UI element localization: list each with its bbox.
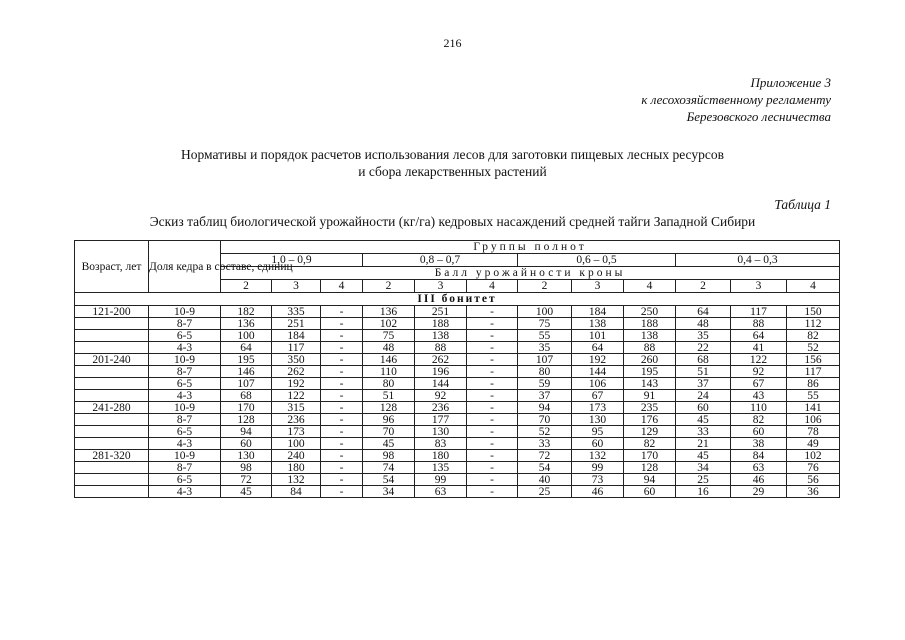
value-cell: 91: [624, 390, 676, 402]
header-score: 3: [415, 280, 467, 293]
value-cell: 99: [572, 462, 624, 474]
value-cell: 84: [731, 450, 787, 462]
table-row: [75, 450, 840, 462]
value-cell: 64: [676, 306, 731, 318]
value-cell: 98: [363, 450, 415, 462]
share-cell: 8-7: [149, 414, 221, 426]
value-cell: 136: [221, 318, 272, 330]
header-crown-score: Балл урожайности кроны: [221, 267, 840, 280]
value-cell: 84: [272, 486, 321, 498]
header-age: Возраст, лет: [75, 241, 149, 293]
value-cell: 130: [415, 426, 467, 438]
value-cell: 78: [787, 426, 840, 438]
value-cell: -: [321, 318, 363, 330]
value-cell: 82: [787, 330, 840, 342]
value-cell: -: [467, 474, 518, 486]
value-cell: 80: [363, 378, 415, 390]
value-cell: 107: [518, 354, 572, 366]
value-cell: -: [467, 306, 518, 318]
value-cell: 177: [415, 414, 467, 426]
value-cell: 138: [624, 330, 676, 342]
value-cell: 88: [731, 318, 787, 330]
value-cell: -: [321, 342, 363, 354]
value-cell: 170: [221, 402, 272, 414]
value-cell: 54: [363, 474, 415, 486]
value-cell: -: [467, 318, 518, 330]
value-cell: -: [467, 342, 518, 354]
age-cell: 201-240: [75, 354, 149, 366]
age-cell: [75, 330, 149, 342]
value-cell: 24: [676, 390, 731, 402]
age-cell: 241-280: [75, 402, 149, 414]
value-cell: -: [321, 306, 363, 318]
value-cell: 106: [572, 378, 624, 390]
header-score: 4: [467, 280, 518, 293]
value-cell: 82: [624, 438, 676, 450]
value-cell: 68: [221, 390, 272, 402]
value-cell: 72: [518, 450, 572, 462]
value-cell: 144: [572, 366, 624, 378]
value-cell: -: [467, 330, 518, 342]
table-row: [75, 378, 840, 390]
value-cell: -: [321, 390, 363, 402]
value-cell: 101: [572, 330, 624, 342]
value-cell: -: [321, 474, 363, 486]
appendix-line-2: к лесохозяйственному регламенту: [641, 92, 831, 107]
value-cell: 128: [363, 402, 415, 414]
value-cell: 48: [363, 342, 415, 354]
yield-table: [74, 240, 840, 498]
value-cell: 196: [415, 366, 467, 378]
value-cell: 110: [731, 402, 787, 414]
value-cell: -: [467, 462, 518, 474]
value-cell: 60: [676, 402, 731, 414]
value-cell: -: [467, 426, 518, 438]
value-cell: 188: [415, 318, 467, 330]
value-cell: 117: [731, 306, 787, 318]
value-cell: 46: [731, 474, 787, 486]
value-cell: 37: [518, 390, 572, 402]
value-cell: 41: [731, 342, 787, 354]
value-cell: 45: [221, 486, 272, 498]
value-cell: 34: [363, 486, 415, 498]
value-cell: 68: [676, 354, 731, 366]
age-cell: [75, 390, 149, 402]
value-cell: 22: [676, 342, 731, 354]
value-cell: 75: [363, 330, 415, 342]
share-cell: 8-7: [149, 462, 221, 474]
header-score: 2: [518, 280, 572, 293]
value-cell: -: [467, 390, 518, 402]
age-cell: [75, 462, 149, 474]
value-cell: 67: [731, 378, 787, 390]
value-cell: 60: [731, 426, 787, 438]
value-cell: 37: [676, 378, 731, 390]
value-cell: 63: [731, 462, 787, 474]
value-cell: 63: [415, 486, 467, 498]
value-cell: 34: [676, 462, 731, 474]
value-cell: -: [467, 354, 518, 366]
value-cell: 136: [363, 306, 415, 318]
value-cell: 184: [272, 330, 321, 342]
age-cell: 281-320: [75, 450, 149, 462]
age-cell: [75, 318, 149, 330]
value-cell: 60: [572, 438, 624, 450]
value-cell: 95: [572, 426, 624, 438]
header-score: 2: [221, 280, 272, 293]
value-cell: 138: [415, 330, 467, 342]
value-cell: 51: [676, 366, 731, 378]
table-row: [75, 474, 840, 486]
value-cell: 132: [272, 474, 321, 486]
value-cell: -: [467, 366, 518, 378]
share-cell: 6-5: [149, 426, 221, 438]
value-cell: -: [321, 414, 363, 426]
title-line-1: Нормативы и порядок расчетов использования лесов для заготовки пищевых лесных ресурсов: [180, 147, 724, 162]
value-cell: 156: [787, 354, 840, 366]
value-cell: 170: [624, 450, 676, 462]
value-cell: 102: [787, 450, 840, 462]
value-cell: 45: [676, 450, 731, 462]
table-row: [75, 402, 840, 414]
value-cell: -: [321, 354, 363, 366]
appendix-note: [641, 74, 831, 125]
value-cell: 73: [572, 474, 624, 486]
share-cell: 4-3: [149, 438, 221, 450]
value-cell: 33: [518, 438, 572, 450]
title-line-2: и сбора лекарственных растений: [358, 164, 547, 179]
value-cell: 56: [787, 474, 840, 486]
value-cell: 141: [787, 402, 840, 414]
value-cell: -: [321, 462, 363, 474]
value-cell: 94: [518, 402, 572, 414]
table-row: [75, 438, 840, 450]
header-score: 2: [363, 280, 415, 293]
header-density-group: 0,6 – 0,5: [518, 254, 676, 267]
value-cell: 192: [272, 378, 321, 390]
header-density-group: 0,4 – 0,3: [676, 254, 840, 267]
value-cell: 94: [624, 474, 676, 486]
value-cell: -: [321, 486, 363, 498]
age-cell: [75, 474, 149, 486]
value-cell: 128: [624, 462, 676, 474]
value-cell: 188: [624, 318, 676, 330]
value-cell: 25: [676, 474, 731, 486]
value-cell: -: [467, 378, 518, 390]
value-cell: 182: [221, 306, 272, 318]
value-cell: 92: [415, 390, 467, 402]
page-number: 216: [443, 36, 462, 50]
value-cell: 99: [415, 474, 467, 486]
header-score: 4: [787, 280, 840, 293]
value-cell: 40: [518, 474, 572, 486]
share-cell: 6-5: [149, 378, 221, 390]
appendix-line-3: Березовского лесничества: [686, 109, 831, 124]
header-cedar-share: Доля кедра в составе, единиц: [149, 241, 221, 293]
value-cell: 45: [363, 438, 415, 450]
value-cell: 75: [518, 318, 572, 330]
value-cell: 107: [221, 378, 272, 390]
value-cell: 55: [518, 330, 572, 342]
value-cell: 80: [518, 366, 572, 378]
value-cell: 29: [731, 486, 787, 498]
value-cell: 35: [676, 330, 731, 342]
value-cell: 88: [415, 342, 467, 354]
value-cell: 38: [731, 438, 787, 450]
table-row: [75, 306, 840, 318]
value-cell: 236: [272, 414, 321, 426]
value-cell: 43: [731, 390, 787, 402]
age-cell: [75, 342, 149, 354]
value-cell: 86: [787, 378, 840, 390]
value-cell: 25: [518, 486, 572, 498]
value-cell: 315: [272, 402, 321, 414]
value-cell: 76: [787, 462, 840, 474]
value-cell: 173: [272, 426, 321, 438]
share-cell: 10-9: [149, 402, 221, 414]
value-cell: -: [321, 450, 363, 462]
value-cell: 117: [272, 342, 321, 354]
value-cell: 60: [221, 438, 272, 450]
value-cell: 146: [221, 366, 272, 378]
value-cell: 83: [415, 438, 467, 450]
header-density-group: 1,0 – 0,9: [221, 254, 363, 267]
value-cell: 100: [272, 438, 321, 450]
value-cell: -: [321, 426, 363, 438]
value-cell: 122: [272, 390, 321, 402]
value-cell: 52: [787, 342, 840, 354]
value-cell: 260: [624, 354, 676, 366]
value-cell: 70: [363, 426, 415, 438]
value-cell: 138: [572, 318, 624, 330]
table-row: [75, 414, 840, 426]
value-cell: 135: [415, 462, 467, 474]
value-cell: 64: [572, 342, 624, 354]
value-cell: 98: [221, 462, 272, 474]
value-cell: 176: [624, 414, 676, 426]
value-cell: 128: [221, 414, 272, 426]
value-cell: -: [467, 486, 518, 498]
value-cell: 64: [731, 330, 787, 342]
value-cell: 251: [415, 306, 467, 318]
header-score: 4: [321, 280, 363, 293]
share-cell: 4-3: [149, 486, 221, 498]
value-cell: 49: [787, 438, 840, 450]
age-cell: [75, 366, 149, 378]
value-cell: 240: [272, 450, 321, 462]
appendix-line-1: Приложение 3: [750, 75, 831, 90]
value-cell: 130: [221, 450, 272, 462]
table-row: [75, 426, 840, 438]
value-cell: 100: [221, 330, 272, 342]
document-title: [0, 146, 905, 180]
age-cell: 121-200: [75, 306, 149, 318]
value-cell: 235: [624, 402, 676, 414]
value-cell: 55: [787, 390, 840, 402]
value-cell: 82: [731, 414, 787, 426]
value-cell: 195: [221, 354, 272, 366]
header-score: 2: [676, 280, 731, 293]
value-cell: 236: [415, 402, 467, 414]
value-cell: 52: [518, 426, 572, 438]
value-cell: 251: [272, 318, 321, 330]
value-cell: 60: [624, 486, 676, 498]
value-cell: 180: [272, 462, 321, 474]
header-score: 4: [624, 280, 676, 293]
share-cell: 10-9: [149, 306, 221, 318]
age-cell: [75, 414, 149, 426]
age-cell: [75, 486, 149, 498]
table-row: [75, 318, 840, 330]
value-cell: 36: [787, 486, 840, 498]
value-cell: 112: [787, 318, 840, 330]
age-cell: [75, 378, 149, 390]
value-cell: -: [321, 438, 363, 450]
value-cell: 146: [363, 354, 415, 366]
value-cell: 173: [572, 402, 624, 414]
table-row: [75, 330, 840, 342]
header-score: 3: [572, 280, 624, 293]
value-cell: 67: [572, 390, 624, 402]
value-cell: 143: [624, 378, 676, 390]
table-row: [75, 462, 840, 474]
value-cell: 262: [272, 366, 321, 378]
value-cell: 46: [572, 486, 624, 498]
table-label: Таблица 1: [774, 197, 831, 212]
value-cell: 21: [676, 438, 731, 450]
header-score: 3: [272, 280, 321, 293]
value-cell: 122: [731, 354, 787, 366]
value-cell: 72: [221, 474, 272, 486]
table-row: [75, 354, 840, 366]
share-cell: 6-5: [149, 330, 221, 342]
header-density-groups: Группы полнот: [221, 241, 840, 254]
share-cell: 8-7: [149, 366, 221, 378]
value-cell: 64: [221, 342, 272, 354]
value-cell: 192: [572, 354, 624, 366]
value-cell: 180: [415, 450, 467, 462]
value-cell: 70: [518, 414, 572, 426]
value-cell: -: [321, 366, 363, 378]
value-cell: 132: [572, 450, 624, 462]
value-cell: 184: [572, 306, 624, 318]
value-cell: -: [321, 330, 363, 342]
value-cell: 130: [572, 414, 624, 426]
value-cell: 94: [221, 426, 272, 438]
value-cell: 96: [363, 414, 415, 426]
value-cell: 35: [518, 342, 572, 354]
value-cell: 262: [415, 354, 467, 366]
age-cell: [75, 438, 149, 450]
value-cell: 250: [624, 306, 676, 318]
value-cell: -: [321, 378, 363, 390]
value-cell: 110: [363, 366, 415, 378]
value-cell: 195: [624, 366, 676, 378]
table-row: [75, 486, 840, 498]
bonitet-row: III бонитет: [75, 293, 840, 306]
value-cell: -: [467, 438, 518, 450]
value-cell: 335: [272, 306, 321, 318]
value-cell: 59: [518, 378, 572, 390]
value-cell: -: [467, 414, 518, 426]
share-cell: 6-5: [149, 474, 221, 486]
value-cell: 100: [518, 306, 572, 318]
value-cell: 48: [676, 318, 731, 330]
value-cell: 88: [624, 342, 676, 354]
table-row: [75, 366, 840, 378]
value-cell: -: [467, 450, 518, 462]
share-cell: 10-9: [149, 354, 221, 366]
value-cell: 144: [415, 378, 467, 390]
share-cell: 8-7: [149, 318, 221, 330]
value-cell: 106: [787, 414, 840, 426]
value-cell: -: [321, 402, 363, 414]
header-score: 3: [731, 280, 787, 293]
value-cell: 350: [272, 354, 321, 366]
age-cell: [75, 426, 149, 438]
value-cell: 129: [624, 426, 676, 438]
header-density-group: 0,8 – 0,7: [363, 254, 518, 267]
value-cell: 33: [676, 426, 731, 438]
table-caption: Эскиз таблиц биологической урожайности (кг/га) кедровых насаждений средней тайги Западной Сибири: [149, 214, 756, 229]
table-row: [75, 390, 840, 402]
share-cell: 4-3: [149, 342, 221, 354]
table-row: [75, 342, 840, 354]
value-cell: 117: [787, 366, 840, 378]
value-cell: 102: [363, 318, 415, 330]
share-cell: 4-3: [149, 390, 221, 402]
value-cell: 54: [518, 462, 572, 474]
value-cell: 16: [676, 486, 731, 498]
share-cell: 10-9: [149, 450, 221, 462]
value-cell: -: [467, 402, 518, 414]
value-cell: 74: [363, 462, 415, 474]
value-cell: 45: [676, 414, 731, 426]
value-cell: 150: [787, 306, 840, 318]
value-cell: 51: [363, 390, 415, 402]
value-cell: 92: [731, 366, 787, 378]
